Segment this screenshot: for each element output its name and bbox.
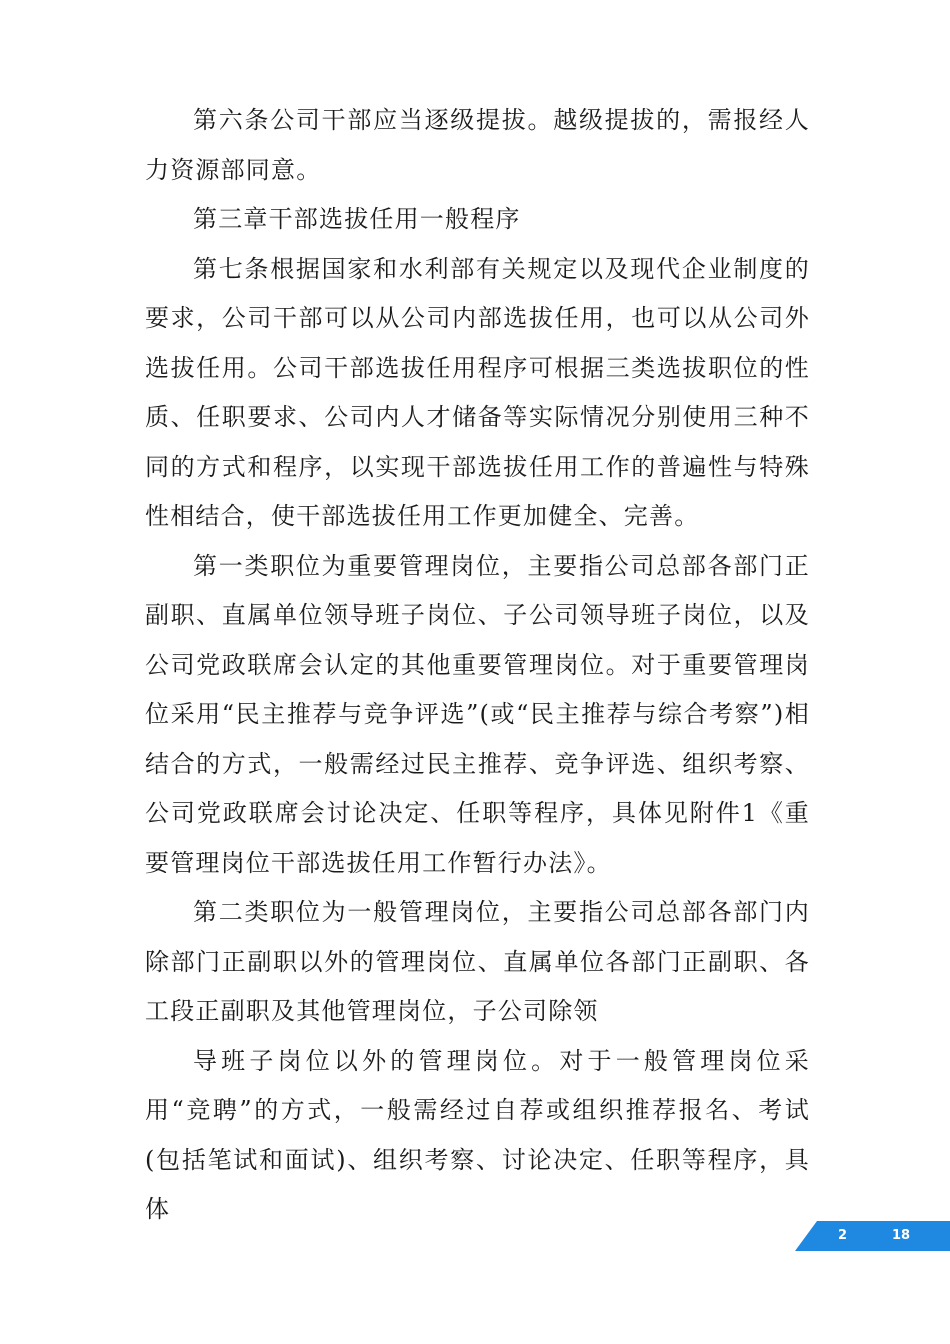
current-page-number: 2 [838,1228,848,1243]
paragraph: 第七条根据国家和水利部有关规定以及现代企业制度的要求，公司干部可以从公司内部选拔任用，也可以从公司外选拔任用。公司干部选拔任用程序可根据三类选拔职位的性质、任职要求、公司内人才储备等实际情况分别使用三种不同的方式和程序，以实现干部选拔任用工作的普遍性与特殊性相结合，使干部选拔任用工作更加健全、完善。 [145,254,810,530]
page-footer-bar [795,1221,950,1251]
total-pages-number: 18 [892,1228,911,1243]
paragraph: 第一类职位为重要管理岗位，主要指公司总部各部门正副职、直属单位领导班子岗位、子公司领导班子岗位，以及公司党政联席会认定的其他重要管理岗位。对于重要管理岗位采用“民主推荐与竞争评选”(或“民主推荐与综合考察”)相结合的方式，一般需经过民主推荐、竞争评选、组织考察、公司党政联席会讨论决定、任职等程序，具体见附件1《重要管理岗位干部选拔任用工作暂行办法》。 [145,551,810,877]
paragraph: 第六条公司干部应当逐级提拔。越级提拔的，需报经人力资源部同意。 [145,106,810,184]
chapter-heading: 第三章干部选拔任用一般程序 [193,205,521,233]
paragraph: 第二类职位为一般管理岗位，主要指公司总部各部门内除部门正副职以外的管理岗位、直属单位各部门正副职、各工段正副职及其他管理岗位，子公司除领 [145,898,810,1025]
document-body [145,96,810,1235]
paragraph: 导班子岗位以外的管理岗位。对于一般管理岗位采用“竞聘”的方式，一般需经过自荐或组织推荐报名、考试(包括笔试和面试)、组织考察、讨论决定、任职等程序，具体 [145,1046,810,1223]
